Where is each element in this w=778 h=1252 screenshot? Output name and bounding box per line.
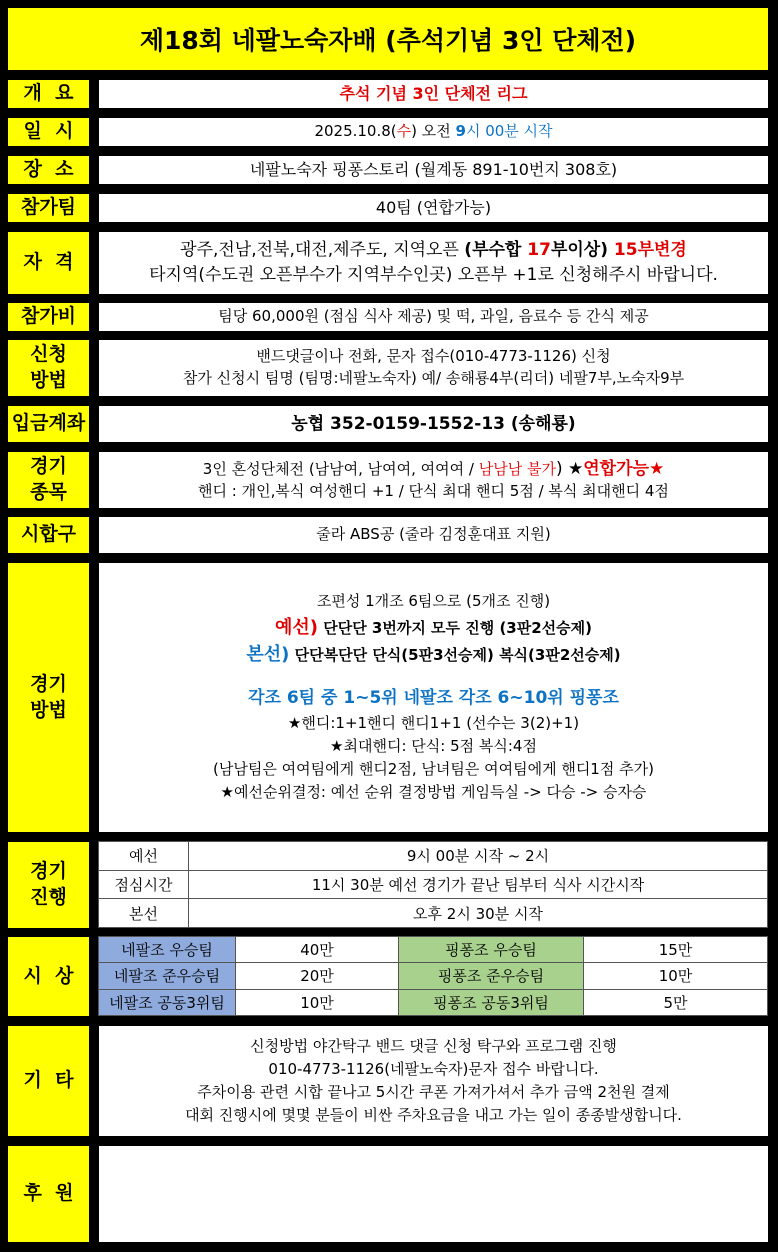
- page-title: 제18회 네팔노숙자배 (추석기념 3인 단체전): [8, 8, 768, 70]
- award-nepal-name: 네팔조 준우승팀: [98, 962, 236, 989]
- row-events: [8, 452, 768, 508]
- account-text: [99, 406, 768, 442]
- label-apply: 신청 방법: [8, 340, 89, 396]
- etc-line3: 주차이용 관련 시합 끝나고 5시간 쿠폰 가져가셔서 추가 금액 2천원 결제: [197, 1083, 670, 1101]
- events-text: [99, 452, 768, 508]
- teams-value: 40팀 (연합가능): [375, 198, 492, 218]
- label-progress: 경기 진행: [8, 842, 89, 928]
- method-text: [99, 563, 768, 832]
- method-handi: ★핸디:1+1핸디 핸디1+1 (선수는 3(2)+1): [287, 713, 580, 732]
- awards-table: [99, 937, 768, 1016]
- elig-sum-number: 17: [527, 240, 551, 261]
- ball-text: [99, 517, 768, 553]
- award-pingpong-name: 핑퐁조 공동3위팀: [398, 989, 584, 1016]
- progress-name: 점심시간: [98, 870, 189, 900]
- row-ball: [8, 517, 768, 553]
- start-hour: 9: [455, 122, 466, 141]
- events-line2: 핸디 : 개인,복식 여성핸디 +1 / 단식 최대 핸디 5점 / 복식 최대핸디 4점: [198, 482, 669, 501]
- events-types: 3인 혼성단체전 (남남여, 남여여, 여여여 /: [202, 459, 479, 478]
- row-sponsor: [8, 1146, 768, 1242]
- method-extra-handi: (남남팀은 여여팀에게 핸디2점, 남녀팀은 여여팀에게 핸디1점 추가): [213, 760, 654, 779]
- row-account: [8, 406, 768, 442]
- etc-line1: 신청방법 야간탁구 밴드 댓글 신청 탁구와 프로그램 진행: [250, 1036, 617, 1055]
- method-main: [246, 641, 620, 669]
- label-awards: 시 상: [8, 937, 89, 1016]
- row-etc: [8, 1026, 768, 1136]
- row-method: [8, 563, 768, 832]
- label-teams: 참가팀: [8, 194, 89, 222]
- label-events: 경기 종목: [8, 452, 89, 508]
- label-sponsor: 후 원: [8, 1146, 89, 1242]
- row-fee: [8, 303, 768, 331]
- row-teams: [8, 194, 768, 222]
- progress-value: 9시 00분 시작 ~ 2시: [188, 841, 768, 871]
- row-venue: [8, 156, 768, 184]
- award-nepal-prize: 10만: [235, 989, 399, 1016]
- elig-change: 15부변경: [613, 240, 687, 261]
- label-overview: 개 요: [8, 80, 89, 108]
- ball-value: 줄라 ABS공 (줄라 김정훈대표 지원): [316, 525, 551, 544]
- method-grouping: 조편성 1개조 6팀으로 (5개조 진행): [316, 592, 551, 611]
- apply-line2: 참가 신청시 팀명 (팀명:네팔노숙자) 예/ 송해룡4부(리더) 네팔7부,노숙자9부: [182, 369, 685, 387]
- fee-text: [99, 303, 768, 331]
- weekday-text: 수: [396, 122, 412, 141]
- eligibility-line2: 타지역(수도권 오픈부수가 지역부수인곳) 오픈부 +1로 신청해주시 바랍니다.: [149, 265, 718, 285]
- method-max-handi: ★최대핸디: 단식: 5점 복식:4점: [330, 736, 537, 755]
- progress-name: 예선: [98, 841, 189, 871]
- row-overview: [8, 80, 768, 108]
- progress-name: 본선: [98, 898, 189, 928]
- elig-sum-open: (부수합: [464, 240, 528, 261]
- venue-value: 네팔노숙자 핑퐁스토리 (월계동 891-10번지 308호): [249, 160, 618, 180]
- date-text: 2025.10.8(: [314, 122, 397, 141]
- award-pingpong-prize: 15만: [583, 936, 768, 963]
- main-desc: 단단복단단 단식(5판3선승제) 복식(3판2선승제): [289, 646, 621, 665]
- start-rest: 시 00분 시작: [465, 122, 553, 141]
- label-account: 입금계좌: [8, 406, 89, 442]
- fee-value: 팀당 60,000원 (점심 식사 제공) 및 떡, 과일, 음료수 등 간식 제공: [218, 307, 649, 326]
- events-union: 연합가능★: [583, 458, 665, 479]
- datetime-line: [314, 121, 552, 143]
- label-etc: 기 타: [8, 1026, 89, 1136]
- progress-value: 오후 2시 30분 시작: [188, 898, 768, 928]
- label-method: 경기 방법: [8, 563, 89, 832]
- apply-text: [99, 340, 768, 396]
- row-progress: [8, 842, 768, 928]
- datetime-text: [99, 118, 768, 146]
- sponsor-text: [99, 1146, 768, 1242]
- account-value: 농협 352-0159-1552-13 (송해룡): [291, 413, 576, 434]
- etc-line4: 대회 진행시에 몇몇 분들이 비싼 주차요금을 내고 가는 일이 종종발생합니다.: [185, 1106, 682, 1125]
- method-prelim: [275, 614, 592, 642]
- label-fee: 참가비: [8, 303, 89, 331]
- eligibility-text: [99, 232, 768, 294]
- award-nepal-prize: 20만: [235, 962, 399, 989]
- prelim-desc: 단단단 3번까지 모두 진행 (3판2선승제): [318, 618, 592, 637]
- award-pingpong-prize: 10만: [583, 962, 768, 989]
- award-nepal-prize: 40만: [235, 936, 399, 963]
- method-divisions: 각조 6팀 중 1~5위 네팔조 각조 6~10위 핑퐁조: [248, 688, 619, 709]
- label-eligibility: 자 격: [8, 232, 89, 294]
- row-apply: [8, 340, 768, 396]
- events-line1: [203, 457, 664, 482]
- row-awards: [8, 937, 768, 1016]
- apply-line1: 밴드댓글이나 전화, 문자 접수(010-4773-1126) 신청: [256, 347, 611, 366]
- prelim-label: 예선): [274, 616, 318, 638]
- eligibility-line1: [180, 238, 687, 263]
- award-pingpong-prize: 5만: [583, 989, 768, 1016]
- award-pingpong-name: 핑퐁조 우승팀: [398, 936, 584, 963]
- venue-text: [99, 156, 768, 184]
- row-eligibility: [8, 232, 768, 294]
- method-ranking: ★예선순위결정: 예선 순위 결정방법 게임득실 -> 다승 -> 승자승: [220, 783, 647, 802]
- progress-table: [99, 842, 768, 928]
- award-pingpong-name: 핑퐁조 준우승팀: [398, 962, 584, 989]
- label-ball: 시합구: [8, 517, 89, 553]
- overview-value: 추석 기념 3인 단체전 리그: [339, 84, 528, 104]
- elig-sum-close: 부이상): [550, 240, 614, 261]
- row-datetime: [8, 118, 768, 146]
- elig-regions: 광주,전남,전북,대전,제주도, 지역오픈: [180, 240, 465, 261]
- main-label: 본선): [246, 644, 290, 666]
- date-close: ) 오전: [411, 122, 456, 141]
- award-nepal-name: 네팔조 공동3위팀: [98, 989, 236, 1016]
- label-venue: 장 소: [8, 156, 89, 184]
- progress-value: 11시 30분 예선 경기가 끝난 팀부터 식사 시간시작: [188, 870, 768, 900]
- award-nepal-name: 네팔조 우승팀: [98, 936, 236, 963]
- etc-text: [99, 1026, 768, 1136]
- overview-text: [99, 80, 768, 108]
- events-star: ) ★: [555, 458, 584, 479]
- etc-line2: 010-4773-1126(네팔노숙자)문자 접수 바랍니다.: [268, 1059, 599, 1078]
- label-datetime: 일 시: [8, 118, 89, 146]
- teams-text: [99, 194, 768, 222]
- events-not-allowed: 남남남 불가: [478, 459, 556, 478]
